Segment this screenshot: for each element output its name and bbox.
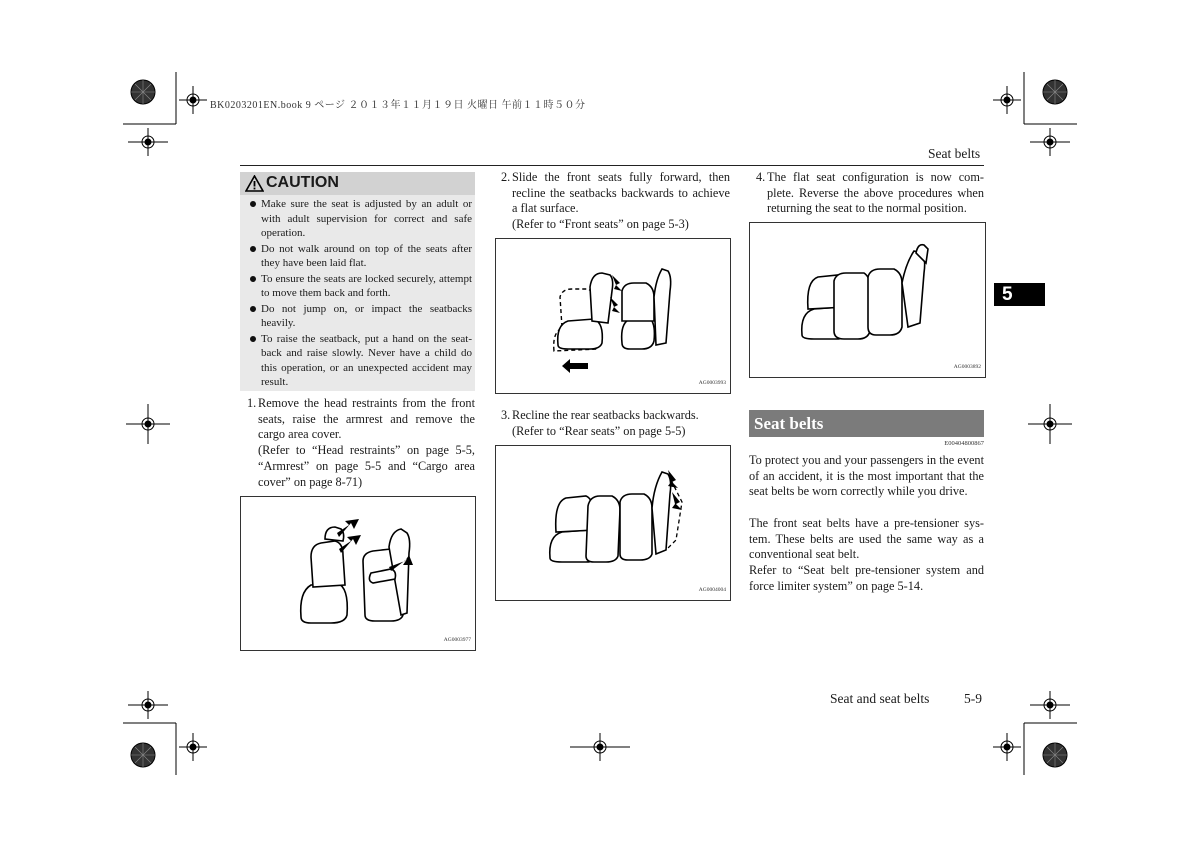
footer-title: Seat and seat belts [830,691,930,706]
step-reference: (Refer to “Front seats” on page 5-3) [512,217,689,232]
figure-flat-configuration [749,222,986,378]
chapter-tab: 5 [994,283,1045,306]
paragraph: To protect you and your passengers in the event of an accident, it is the most important that the seat belts be worn correctly while you drive. [749,453,984,499]
paragraph: Refer to “Seat belt pre-tensioner system and force limiter system” on page 5-14. [749,563,984,593]
seat-illustration [750,223,985,377]
step-1: 1. Remove the head restraints from the front seats, raise the armrest and remove the cargo area cover. (Refer to “Head restraints” on page 5-5, “Armrest” on page 5-5 and “Cargo area cover” on page 8-71) [247,396,475,489]
seat-illustration [241,497,475,650]
figure-code: AG0003993 [698,380,726,386]
step-text: Remove the head restraints from the front seats, raise the armrest and remove the cargo area cover. [258,396,475,442]
step-4: 4. The flat seat configuration is now com-plete. Reverse the above procedures when returning the seat to the normal position. [756,170,984,216]
list-item: Do not jump on, or impact the seatbacks heavily. [250,302,472,331]
bullet-icon [250,201,256,207]
seat-illustration [496,446,730,600]
warning-icon [245,175,264,192]
bullet-icon [250,306,256,312]
section-header: Seat belts [928,146,981,161]
figure-front-seats [495,238,731,394]
list-item: To raise the seatback, put a hand on the seat-back and raise slowly. Never have a child do this operation, or an unexpected accident may result. [250,332,472,390]
list-item: Do not walk around on top of the seats after they have been laid flat. [250,242,472,271]
figure-rear-seats [495,445,731,601]
caution-header [240,172,475,195]
step-reference: (Refer to “Head restraints” on page 5-5, “Armrest” on page 5-5 and “Cargo area cover” on page 8-71) [258,443,475,489]
section-code: E00404800867 [944,440,984,447]
bullet-icon [250,336,256,342]
step-text: Recline the rear seatbacks backwards. [512,408,699,422]
step-text: Slide the front seats fully forward, then recline the seatbacks backwards to achieve a flat surface. [512,170,730,216]
caution-title: CAUTION [266,174,339,191]
print-header: BK0203201EN.book 9 ページ ２０１３年１１月１９日 火曜日 午前１１時５０分 [210,100,586,111]
page-number: 5-9 [964,691,982,706]
seat-belts-heading: Seat belts [749,410,984,437]
header-rule [240,165,984,166]
list-item: To ensure the seats are locked securely, attempt to move them back and forth. [250,272,472,301]
figure-code: AG0003977 [443,637,471,643]
figure-code: AG0003892 [953,364,981,370]
step-reference: (Refer to “Rear seats” on page 5-5) [512,423,686,438]
caution-list [250,197,472,391]
paragraph: The front seat belts have a pre-tensioner sys-tem. These belts are used the same way as a conventional seat belt. [749,516,984,562]
step-3: 3. Recline the rear seatbacks backwards. (Refer to “Rear seats” on page 5-5) [501,408,730,439]
step-text: The flat seat configuration is now com-plete. Reverse the above procedures when returning the seat to the normal position. [767,170,984,216]
bullet-icon [250,276,256,282]
seat-illustration [496,239,730,393]
figure-head-restraints [240,496,476,651]
caution-box [240,172,475,391]
list-item: Make sure the seat is adjusted by an adult or with adult supervision for correct and safe operation. [250,197,472,241]
step-2: 2. Slide the front seats fully forward, then recline the seatbacks backwards to achieve a flat surface. (Refer to “Front seats” on page 5-3) [501,170,730,232]
bullet-icon [250,246,256,252]
figure-code: AG0004004 [698,587,726,593]
